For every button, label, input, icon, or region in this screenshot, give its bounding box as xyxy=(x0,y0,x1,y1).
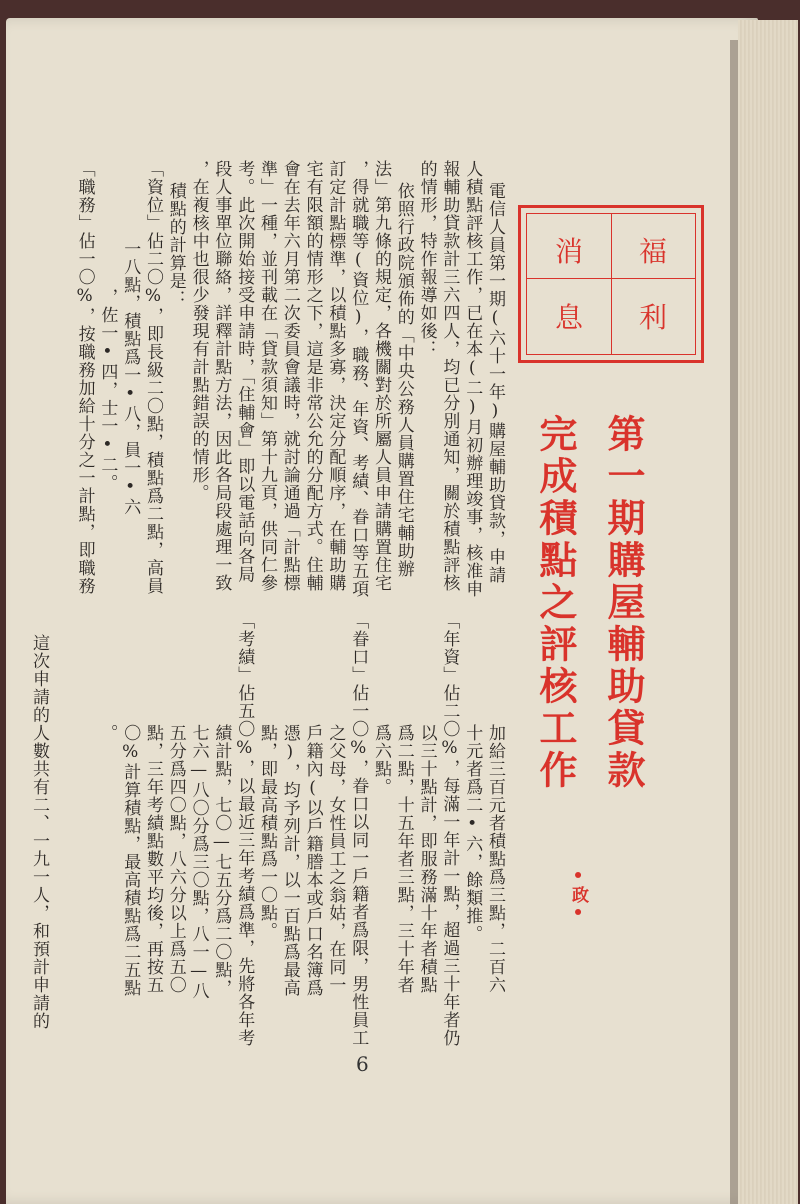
text-column: 準」一種，並刊載在「貸款須知」第十九頁，供同仁參 xyxy=(257,160,277,592)
author-byline: •政• xyxy=(568,866,588,923)
text-column: 的情形，特作報導如後： xyxy=(416,160,437,358)
text-column: 「考績」佔五〇%，以最近三年考績爲準，先將各年考 xyxy=(234,612,255,1047)
text-column: 一八點，積點爲一•八，員一•六 xyxy=(120,240,141,516)
text-column: 憑)，均予列計，以一百點爲最高 xyxy=(279,724,300,997)
text-column: ，佐一•四，士一•二。 xyxy=(97,288,118,492)
text-column: 績計點，七〇—七五分爲二〇點， xyxy=(211,724,232,997)
stamp-char-fu: 福 xyxy=(638,235,667,268)
stamp-divider-horizontal xyxy=(527,278,695,279)
text-column: 七六—八〇分爲三〇點，八一—八 xyxy=(188,724,209,1000)
text-column: 「職務」佔一〇%，按職務加給十分之一計點，即職務 xyxy=(74,160,95,595)
article-title-line1: 第一期購屋輔助貸款 xyxy=(601,414,646,792)
text-column: 「眷口」佔一〇%，眷口以同一戶籍者爲限，男性員工 xyxy=(348,612,369,1047)
text-column: 。 xyxy=(97,724,118,742)
text-column: ，得就職等(資位)，職務、年資、考績、眷口等五項 xyxy=(348,160,369,598)
page-edges xyxy=(738,20,798,1204)
text-column: 加給三百元者積點爲三點，二百六 xyxy=(485,724,505,994)
stamp-char-xiao: 消 xyxy=(554,235,583,268)
stamp-inner-border xyxy=(526,213,696,355)
text-column: 之父母，女性員工之翁姑，在同一 xyxy=(325,724,346,994)
text-column: 訂定計點標準，以積點多寡，決定分配順序，在輔助購 xyxy=(325,160,346,592)
text-column: 報輔助貸款計三六四人，均已分別通知，關於積點評核 xyxy=(439,160,460,592)
text-column: 爲六點。 xyxy=(371,724,391,796)
text-column: 戶籍內(以戶籍謄本或戶口名簿爲 xyxy=(302,724,323,997)
text-column: 考。此次開始接受申請時，「住輔會」即以電話向各局 xyxy=(234,160,255,584)
stamp-char-xi: 息 xyxy=(554,301,583,334)
text-column: 五分爲四〇點，八六分以上爲五〇 xyxy=(165,724,186,994)
text-column: ，在複核中也很少發現有計點錯誤的情形。 xyxy=(188,160,209,502)
text-column: 會在去年六月第二次委員會議時，就討論通過「計點標 xyxy=(279,160,300,592)
stamp-char-li: 利 xyxy=(638,301,667,334)
text-column: 「資位」佔二〇%，即長級二〇點，積點爲二點，高員 xyxy=(143,160,163,595)
text-column: 〇%計算積點，最高積點爲二五點 xyxy=(120,724,141,997)
text-column: 宅有限額的情形之下，這是非常公允的分配方式。住輔 xyxy=(302,160,323,592)
text-column: 積點的計算是： xyxy=(165,182,186,308)
text-column: 這次申請的人數共有二、一九一人，和預計申請的 xyxy=(29,634,49,1030)
text-column: 段人事單位聯絡，詳釋計點方法，因此各局段處理一致 xyxy=(211,160,232,592)
text-column: 電信人員第一期(六十一年)購屋輔助貸款，申請 xyxy=(485,182,505,584)
text-column: 「年資」佔二〇%，每滿一年計一點，超過三十年者仍 xyxy=(439,612,460,1047)
text-column: 人積點評核工作，已在本(二)月初辦理竣事，核准申 xyxy=(462,160,483,598)
text-column: 點，即最高積點爲一〇點。 xyxy=(257,724,277,940)
page-gutter-shadow xyxy=(730,40,738,1204)
text-column: 法」第九條的規定，各機關對於所屬人員申請購置住宅 xyxy=(371,160,391,592)
article-title-line2: 完成積點之評核工作 xyxy=(533,414,578,792)
text-column: 點，三年考績點數平均後，再按五 xyxy=(143,724,163,994)
text-column: 十元者爲二•六，餘類推。 xyxy=(462,724,483,943)
news-stamp xyxy=(518,205,704,363)
text-column: 爲二點，十五年者三點，三十年者 xyxy=(393,724,414,994)
text-column: 依照行政院頒佈的「中央公務人員購置住宅輔助辦 xyxy=(393,182,414,578)
page-number: 6 xyxy=(356,1052,369,1076)
text-column: 以三十點計，即服務滿十年者積點 xyxy=(416,724,437,994)
